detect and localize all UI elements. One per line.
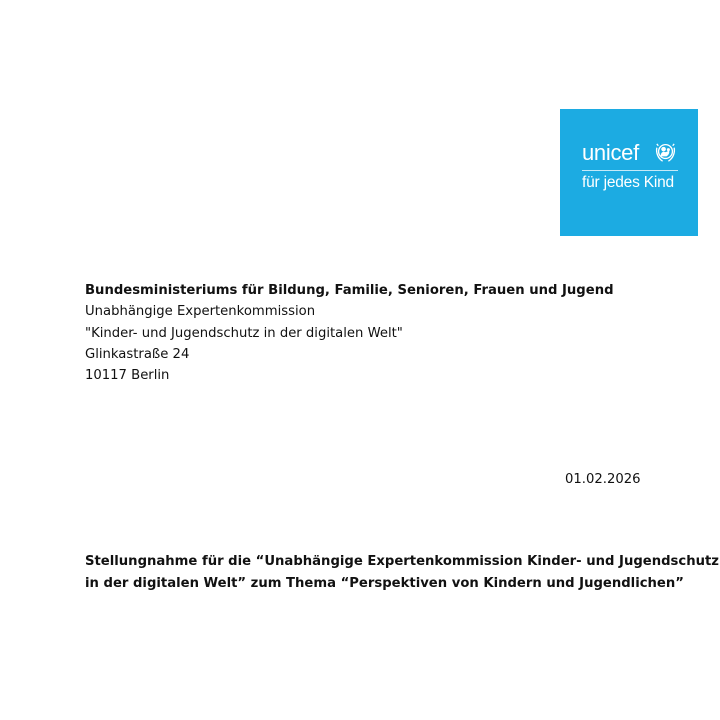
subject-line-2: in der digitalen Welt” zum Thema “Perspektiven von Kindern und Jugendlichen” (85, 575, 684, 591)
subject-line-1: Stellungnahme für die “Unabhängige Expertenkommission Kinder- und Jugendschutz (85, 554, 719, 569)
recipient-commission-name: "Kinder- und Jugendschutz in der digitalen Welt" (85, 325, 403, 341)
recipient-street: Glinkastraße 24 (85, 346, 190, 362)
document-subject (85, 551, 719, 594)
recipient-address (85, 280, 614, 386)
unicef-logo (560, 109, 698, 236)
logo-divider (582, 170, 678, 171)
unicef-globe-emblem-icon (653, 140, 678, 165)
recipient-commission: Unabhängige Expertenkommission (85, 304, 316, 320)
document-date: 01.02.2026 (565, 472, 641, 487)
logo-tagline: für jedes Kind (582, 174, 674, 191)
recipient-city: 10117 Berlin (85, 368, 170, 384)
logo-wordmark: unicef (582, 140, 639, 165)
recipient-organization: Bundesministeriums für Bildung, Familie, Senioren, Frauen und Jugend (85, 283, 614, 298)
